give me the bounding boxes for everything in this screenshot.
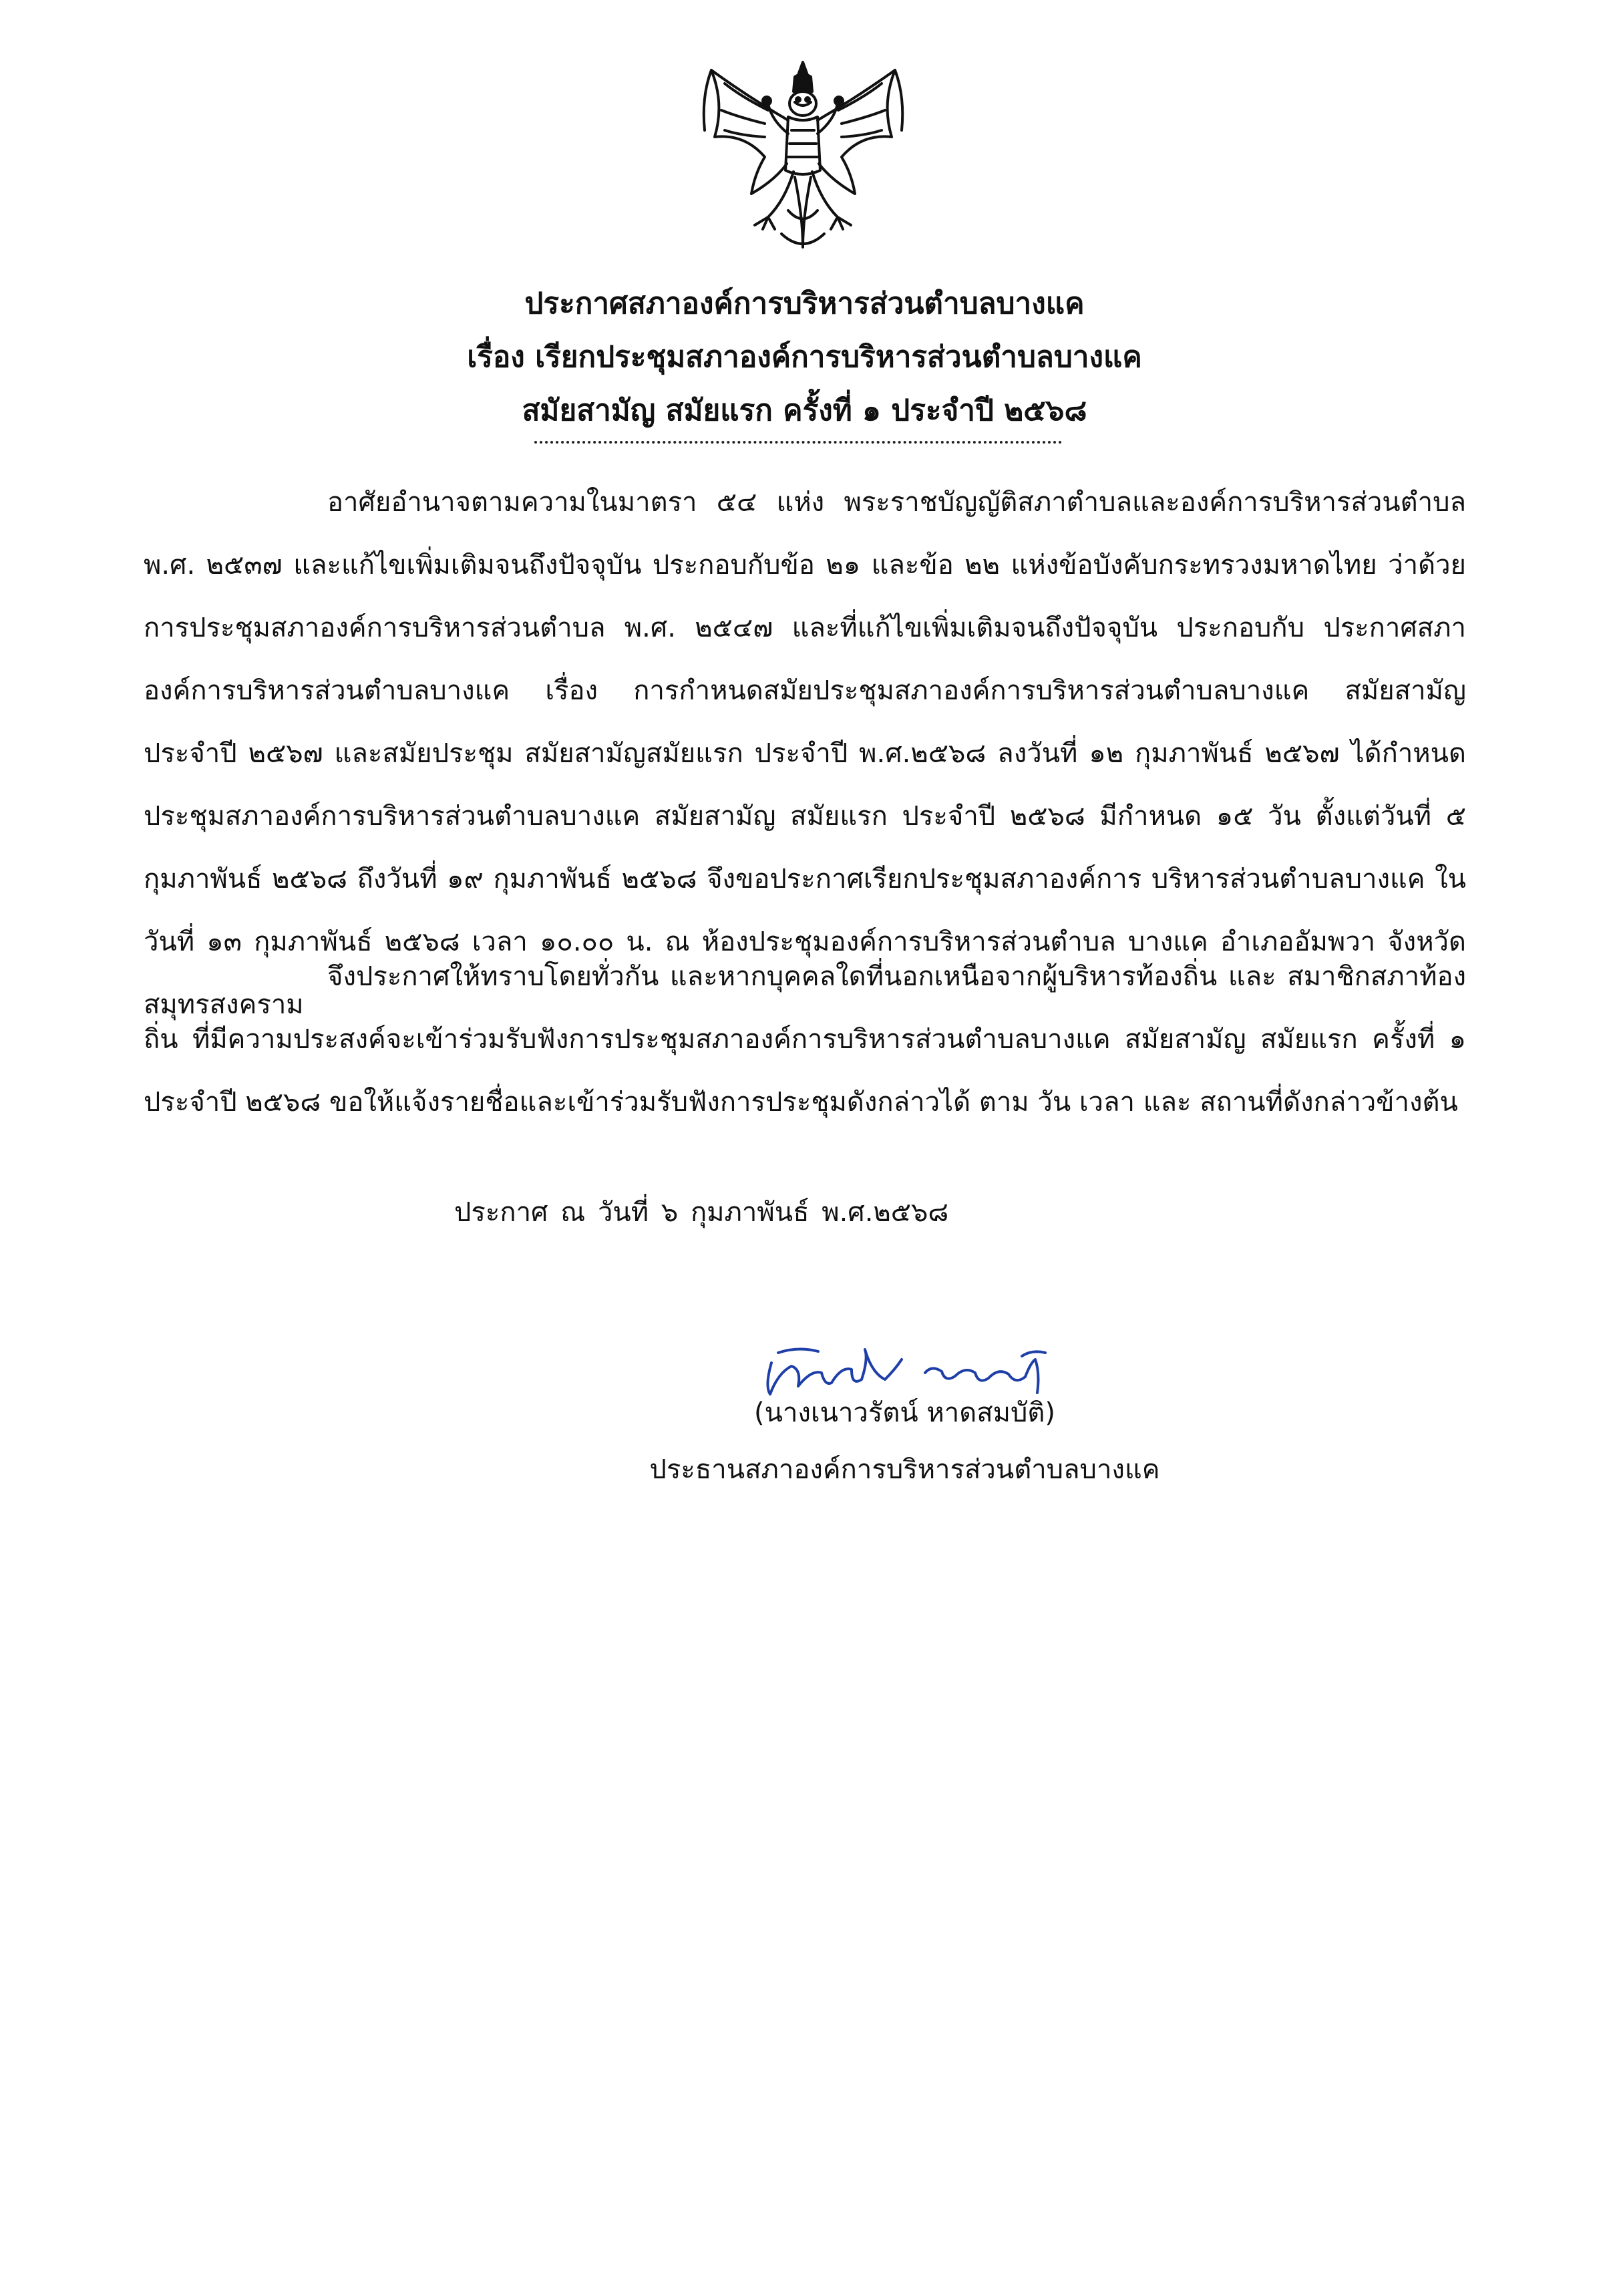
document-subject: เรื่อง เรียกประชุมสภาองค์การบริหารส่วนตำบลบางแค bbox=[467, 340, 1142, 374]
body-paragraph-2: จึงประกาศให้ทราบโดยทั่วกัน และหากบุคคลใดที่นอกเหนือจากผู้บริหารท้องถิ่น และ สมาชิกสภาท้องถิ่น ที่มีความประสงค์จะเข้าร่วมรับฟังการประชุมสภาองค์การบริหารส่วนตำบลบางแค สมัยสามัญ สมัยแรก ครั้งที่ ๑ ประจำปี ๒๕๖๘ ขอให้แจ้งรายชื่อและเข้าร่วมรับฟังการประชุมดังกล่าวได้ ตาม วัน เวลา และ สถานที่ดังกล่าวข้างต้น bbox=[144, 961, 1466, 1118]
dotted-divider bbox=[534, 441, 1062, 444]
signer-position: ประธานสภาองค์การบริหารส่วนตำบลบางแค bbox=[649, 1454, 1160, 1485]
signer-name: (นางเนาวรัตน์ หาดสมบัติ) bbox=[754, 1398, 1055, 1428]
announcement-date: ประกาศ ณ วันที่ ๖ กุมภาพันธ์ พ.ศ.๒๕๖๘ bbox=[454, 1197, 949, 1228]
garuda-emblem-icon bbox=[688, 57, 918, 257]
document-session: สมัยสามัญ สมัยแรก ครั้งที่ ๑ ประจำปี ๒๕๖๘ bbox=[522, 393, 1087, 428]
document-title: ประกาศสภาองค์การบริหารส่วนตำบลบางแค bbox=[524, 287, 1085, 321]
body-paragraph-1: อาศัยอำนาจตามความในมาตรา ๕๔ แห่ง พระราชบัญญัติสภาตำบลและองค์การบริหารส่วนตำบล พ.ศ. ๒๕๓๗ และแก้ไขเพิ่มเติมจนถึงปัจจุบัน ประกอบกับข้อ ๒๑ และข้อ ๒๒ แห่งข้อบังคับกระทรวงมหาดไทย ว่าด้วย การประชุมสภาองค์การบริหารส่วนตำบล พ.ศ. ๒๕๔๗ และที่แก้ไขเพิ่มเติมจนถึงปัจจุบัน ประกอบกับ ประกาศสภาองค์การบริหารส่วนตำบลบางแค เรื่อง การกำหนดสมัยประชุมสภาองค์การบริหารส่วนตำบลบางแค สมัยสามัญ ประจำปี ๒๕๖๗ และสมัยประชุม สมัยสามัญสมัยแรก ประจำปี พ.ศ.๒๕๖๘ ลงวันที่ ๑๒ กุมภาพันธ์ ๒๕๖๗ ได้กำหนดประชุมสภาองค์การบริหารส่วนตำบลบางแค สมัยสามัญ สมัยแรก ประจำปี ๒๕๖๘ มีกำหนด ๑๕ วัน ตั้งแต่วันที่ ๕ กุมภาพันธ์ ๒๕๖๘ ถึงวันที่ ๑๙ กุมภาพันธ์ ๒๕๖๘ จึงขอประกาศเรียกประชุมสภาองค์การ บริหารส่วนตำบลบางแค ในวันที่ ๑๓ กุมภาพันธ์ ๒๕๖๘ เวลา ๑๐.๐๐ น. ณ ห้องประชุมองค์การบริหารส่วนตำบล บางแค อำเภออัมพวา จังหวัดสมุทรสงคราม bbox=[144, 487, 1466, 1020]
